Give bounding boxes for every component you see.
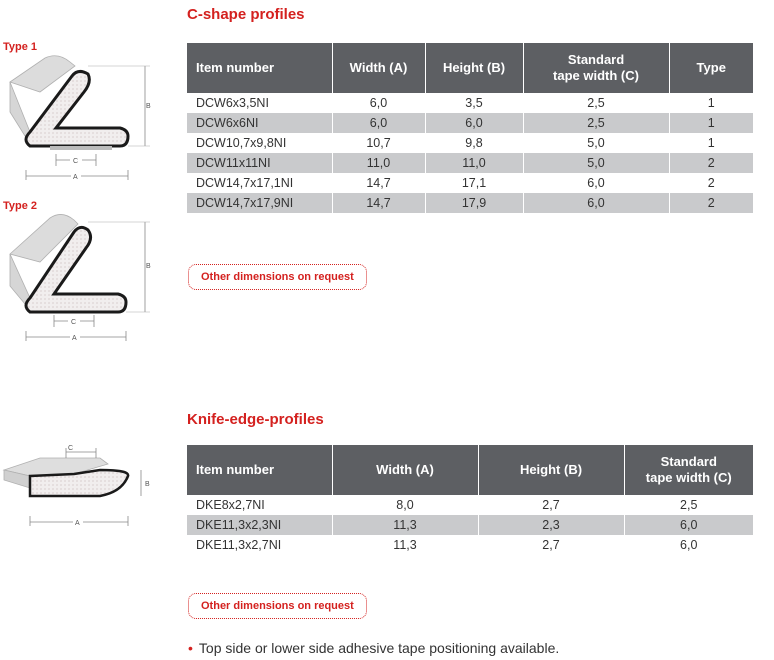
knife-edge-request-note: Other dimensions on request bbox=[188, 593, 367, 619]
table-row bbox=[187, 153, 753, 173]
cell-height: 17,1 bbox=[425, 173, 523, 193]
cell-type: 1 bbox=[669, 133, 753, 153]
dim-a-label-2: A bbox=[72, 335, 77, 342]
cell-height: 11,0 bbox=[425, 153, 523, 173]
table-row bbox=[187, 133, 753, 153]
cell-height: 17,9 bbox=[425, 193, 523, 213]
c-shape-header-row bbox=[187, 43, 753, 93]
col-item-number: Item number bbox=[187, 43, 332, 93]
dim-c-label-2: C bbox=[71, 319, 77, 326]
knife-dim-b-label: B bbox=[145, 481, 150, 488]
cell-height: 2,7 bbox=[478, 495, 624, 515]
cell-width: 11,0 bbox=[332, 153, 425, 173]
knife-dim-c-label: C bbox=[68, 445, 74, 452]
knife-edge-header-row bbox=[187, 445, 753, 495]
table-row bbox=[187, 515, 753, 535]
type2-profile-drawing bbox=[0, 210, 160, 345]
cell-tape: 6,0 bbox=[523, 173, 669, 193]
cell-height: 2,7 bbox=[478, 535, 624, 555]
cell-height: 6,0 bbox=[425, 113, 523, 133]
col-height: Height (B) bbox=[478, 445, 624, 495]
type1-label: Type 1 bbox=[3, 41, 38, 53]
cell-item: DKE11,3x2,7NI bbox=[196, 538, 282, 552]
table-row bbox=[187, 495, 753, 515]
knife-edge-profile-drawing bbox=[0, 440, 160, 530]
cell-item: DCW10,7x9,8NI bbox=[196, 136, 287, 150]
cell-width: 6,0 bbox=[332, 113, 425, 133]
cell-tape: 6,0 bbox=[624, 515, 753, 535]
col-item-number: Item number bbox=[187, 445, 332, 495]
cell-item: DCW11x11NI bbox=[187, 153, 332, 173]
cell-item: DKE8x2,7NI bbox=[196, 498, 265, 512]
col-tape-width: Standard tape width (C) bbox=[624, 445, 753, 495]
col-width: Width (A) bbox=[332, 445, 478, 495]
cell-width: 14,7 bbox=[332, 193, 425, 213]
cell-height: 2,3 bbox=[478, 515, 624, 535]
table-row bbox=[187, 113, 753, 133]
cell-type: 2 bbox=[669, 153, 753, 173]
cell-tape: 2,5 bbox=[523, 93, 669, 113]
dim-b-label: B bbox=[146, 103, 151, 110]
table-row bbox=[187, 193, 753, 213]
cell-width: 10,7 bbox=[332, 133, 425, 153]
knife-edge-table bbox=[187, 445, 753, 555]
cell-item: DCW6x6NI bbox=[187, 113, 332, 133]
type1-profile-drawing bbox=[0, 52, 160, 182]
table-row bbox=[187, 535, 753, 555]
cell-width: 11,3 bbox=[332, 535, 478, 555]
cell-item: DCW6x3,5NI bbox=[196, 96, 269, 110]
cell-width: 6,0 bbox=[332, 93, 425, 113]
cell-item: DCW14,7x17,9NI bbox=[187, 193, 332, 213]
knife-dim-a-label: A bbox=[75, 520, 80, 527]
col-width: Width (A) bbox=[332, 43, 425, 93]
cell-width: 11,3 bbox=[332, 515, 478, 535]
cell-height: 3,5 bbox=[425, 93, 523, 113]
c-shape-title: C-shape profiles bbox=[187, 6, 305, 23]
dim-a-label: A bbox=[73, 174, 78, 181]
cell-type: 2 bbox=[669, 173, 753, 193]
cell-type: 1 bbox=[669, 93, 753, 113]
cell-tape: 2,5 bbox=[523, 113, 669, 133]
type2-label: Type 2 bbox=[3, 200, 38, 212]
knife-edge-title: Knife-edge-profiles bbox=[187, 411, 324, 428]
c-shape-request-note: Other dimensions on request bbox=[188, 264, 367, 290]
cell-tape: 5,0 bbox=[523, 153, 669, 173]
cell-item: DCW14,7x17,1NI bbox=[196, 176, 294, 190]
bullet-icon: • bbox=[188, 640, 193, 656]
adhesive-note bbox=[188, 640, 559, 656]
cell-tape: 5,0 bbox=[523, 133, 669, 153]
col-tape-width: Standard tape width (C) bbox=[523, 43, 669, 93]
cell-height: 9,8 bbox=[425, 133, 523, 153]
cell-type: 1 bbox=[669, 113, 753, 133]
col-height: Height (B) bbox=[425, 43, 523, 93]
table-row bbox=[187, 173, 753, 193]
dim-b-label-2: B bbox=[146, 263, 151, 270]
cell-width: 8,0 bbox=[332, 495, 478, 515]
cell-tape: 2,5 bbox=[624, 495, 753, 515]
adhesive-note-text: Top side or lower side adhesive tape positioning available. bbox=[198, 640, 560, 656]
cell-type: 2 bbox=[669, 193, 753, 213]
cell-item: DKE11,3x2,3NI bbox=[187, 515, 332, 535]
cell-tape: 6,0 bbox=[624, 535, 753, 555]
c-shape-table bbox=[187, 43, 753, 213]
col-type: Type bbox=[669, 43, 753, 93]
dim-c-label: C bbox=[73, 158, 79, 165]
cell-width: 14,7 bbox=[332, 173, 425, 193]
table-row bbox=[187, 93, 753, 113]
cell-tape: 6,0 bbox=[523, 193, 669, 213]
